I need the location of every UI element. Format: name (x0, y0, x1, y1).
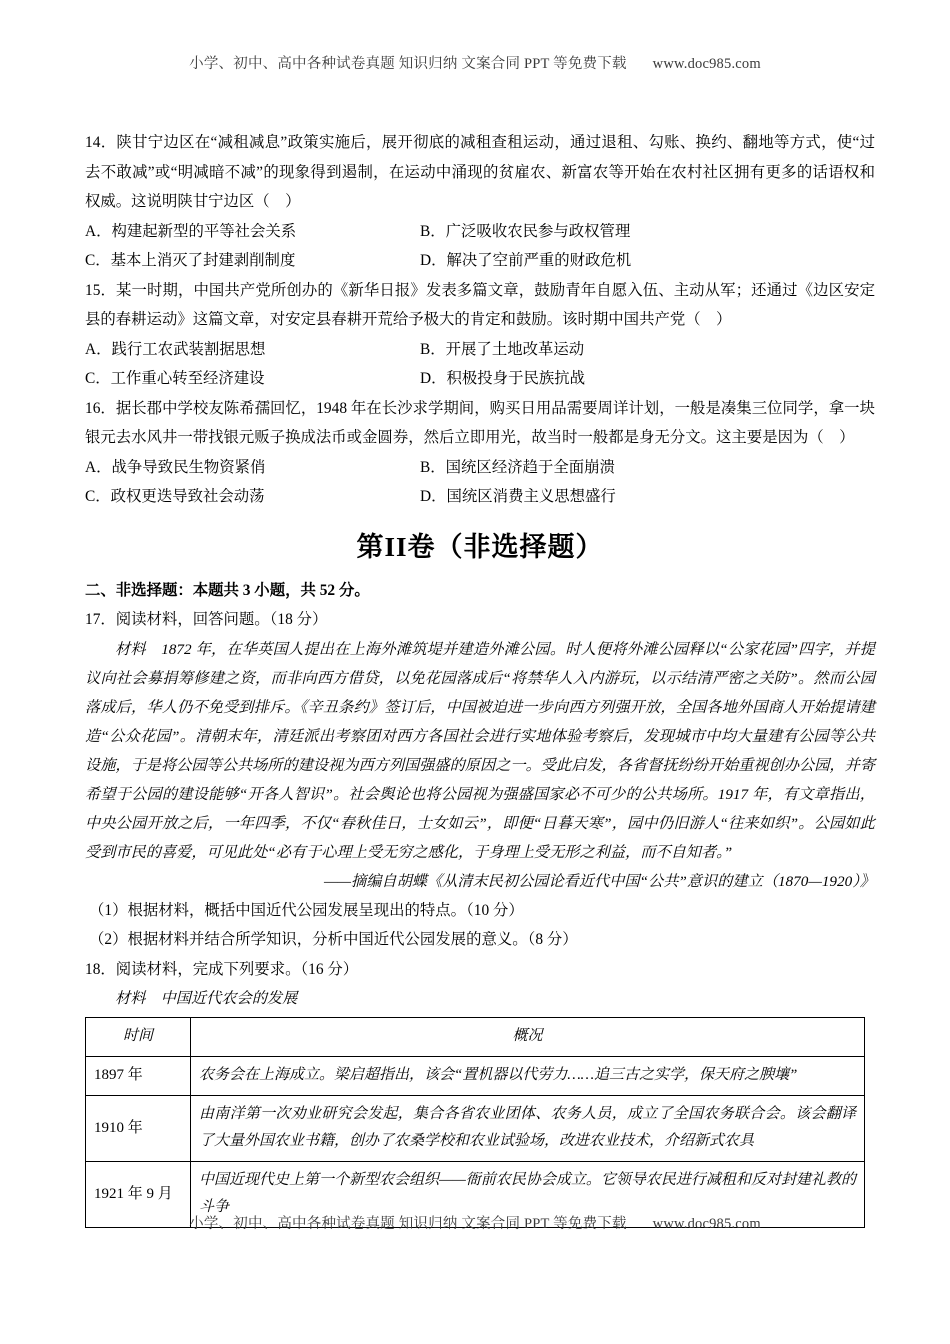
question-17 (85, 605, 875, 955)
page-header-text: 小学、初中、高中各种试卷真题 知识归纳 文案合同 PPT 等免费下载 (189, 56, 627, 72)
table-cell-description: 农务会在上海成立。梁启超指出，该会“置机器以代劳力……追三古之实学，保天府之腴壤” (191, 1057, 865, 1096)
table-row (86, 1096, 865, 1162)
question-15-option-c[interactable]: C．工作重心转至经济建设 (85, 370, 265, 387)
question-15-options-row-1 (85, 335, 875, 365)
question-17-prompt: 17．阅读材料，回答问题。（18 分） (85, 611, 328, 628)
question-16-option-c[interactable]: C．政权更迭导致社会动荡 (85, 488, 265, 505)
question-17-material-text: 材料 1872 年，在华英国人提出在上海外滩筑堤并建造外滩公园。时人便将外滩公园释以“公家花园”四字，并提议向社会募捐筹修建之资，而非向西方借贷，以免花园落成后“将禁华人入内游玩，以示结清严密之关防”。然而公园落成后，华人仍不免受到排斥。《辛丑条约》签订后，中国被迫进一步向西方列强开放，全国各地外国商人开始提请建造“公众花园”。清朝末年，清廷派出考察团对西方各国社会进行实地体验考察后，发现城市中均大量建有公园等公共设施，于是将公园等公共场所的建设视为西方列国强盛的原因之一。受此启发，各省督抚纷纷开始重视创办公园，并寄希望于公园的建设能够“开各人智识”。社会舆论也将公园视为强盛国家必不可少的公共场所。1917 年，有文章指出，中央公园开放之后，一年四季，不仅“春秋佳日，士女如云”，即便“日暮天寒”，园中仍旧游人“往来如织”。公园如此受到市民的喜爱，可见此处“必有于心理上受无穷之感化，于身理上受无形之利益，而不自知者。” (85, 640, 875, 861)
page-footer (0, 1212, 950, 1233)
table-cell-time: 1897 年 (86, 1057, 191, 1096)
question-15-option-a[interactable]: A．践行工农武装割据思想 (85, 340, 266, 358)
question-18-prompt: 18．阅读材料，完成下列要求。（16 分） (85, 960, 359, 978)
question-15-options-row-2 (85, 364, 875, 394)
page-footer-url: www.doc985.com (652, 1216, 761, 1232)
question-16-option-d[interactable]: D．国统区消费主义思想盛行 (420, 488, 616, 505)
question-16-option-a[interactable]: A．战争导致民生物资紧俏 (85, 458, 266, 476)
question-15 (85, 276, 875, 394)
agricultural-association-table (85, 1017, 865, 1228)
table-header-time: 时间 (86, 1018, 191, 1057)
question-14 (85, 128, 875, 276)
question-17-sub-1: （1）根据材料，概括中国近代公园发展呈现出的特点。（10 分） (89, 901, 524, 919)
table-cell-description: 由南洋第一次劝业研究会发起，集合各省农业团体、农务人员，成立了全国农务联合会。该会翻译了大量外国农业书籍，创办了农桑学校和农业试验场，改进农业技术，介绍新式农具 (191, 1096, 865, 1162)
question-15-stem: 15．某一时期，中国共产党所创办的《新华日报》发表多篇文章，鼓励青年自愿入伍、主动从军；还通过《边区安定县的春耕运动》这篇文章，对安定县春耕开荒给予极大的肯定和鼓励。该时期中国共产党（ ） (85, 281, 875, 328)
section-two-heading: 二、非选择题：本题共 3 小题，共 52 分。 (85, 581, 370, 599)
question-16-options-row-2 (85, 482, 875, 512)
question-15-option-b[interactable]: B．开展了土地改革运动 (420, 340, 585, 358)
question-14-option-a[interactable]: A．构建起新型的平等社会关系 (85, 222, 297, 240)
volume-two-title: 第II卷（非选择题） (356, 531, 604, 562)
question-14-option-c[interactable]: C．基本上消灭了封建剥削制度 (85, 252, 296, 269)
question-14-option-b[interactable]: B．广泛吸收农民参与政权管理 (420, 222, 631, 240)
table-row (86, 1057, 865, 1096)
table-header-overview: 概况 (191, 1018, 865, 1057)
page-header-url: www.doc985.com (652, 56, 761, 72)
question-16 (85, 394, 875, 512)
page-footer-text: 小学、初中、高中各种试卷真题 知识归纳 文案合同 PPT 等免费下载 (189, 1216, 627, 1232)
question-15-option-d[interactable]: D．积极投身于民族抗战 (420, 370, 586, 387)
question-16-stem: 16．据长郡中学校友陈希孺回忆，1948 年在长沙求学期间，购买日用品需要周详计划，一般是凑集三位同学，拿一块银元去水风井一带找银元贩子换成法币或金圆券，然后立即用光，故当时一般都是身无分文。这主要是因为（ ） (85, 399, 875, 446)
table-cell-description: 中国近现代史上第一个新型农会组织——衙前农民协会成立。它领导农民进行减租和反对封建礼教的斗争 (191, 1162, 865, 1228)
question-16-option-b[interactable]: B．国统区经济趋于全面崩溃 (420, 458, 615, 476)
document-body (85, 128, 875, 1228)
table-cell-time: 1910 年 (86, 1096, 191, 1162)
question-14-options-row-1 (85, 217, 875, 247)
table-cell-time: 1921 年 9 月 (86, 1162, 191, 1228)
table-header-row (86, 1018, 865, 1057)
question-14-stem: 14．陕甘宁边区在“减租减息”政策实施后，展开彻底的减租查租运动，通过退租、勾账、换约、翻地等方式，使“过去不敢减”或“明减暗不减”的现象得到遏制，在运动中涌现的贫雇农、新富农等开始在农村社区拥有更多的话语权和权威。这说明陕甘宁边区（ ） (85, 134, 875, 210)
question-17-material-source: ——摘编自胡蝶《从清末民初公园论看近代中国“公共”意识的建立（1870—1920）》 (324, 872, 875, 890)
question-18 (85, 955, 875, 1229)
question-16-options-row-1 (85, 453, 875, 483)
question-14-option-d[interactable]: D．解决了空前严重的财政危机 (420, 252, 632, 269)
question-17-sub-2: （2）根据材料并结合所学知识，分析中国近代公园发展的意义。（8 分） (89, 931, 578, 948)
question-17-material (85, 635, 875, 867)
question-14-options-row-2 (85, 246, 875, 276)
question-18-material-label: 材料 中国近代农会的发展 (115, 990, 298, 1007)
page-header (0, 52, 950, 73)
